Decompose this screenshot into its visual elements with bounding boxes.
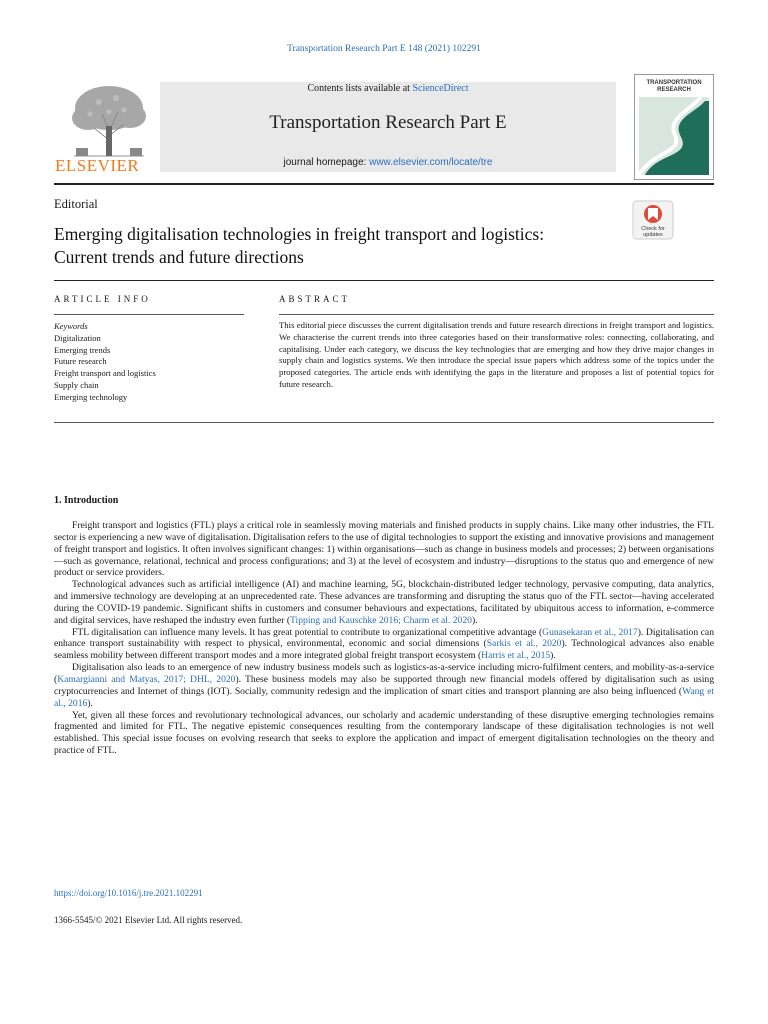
keyword: Freight transport and logistics — [54, 368, 156, 379]
journal-cover[interactable] — [634, 74, 714, 180]
keyword: Digitalization — [54, 332, 101, 343]
body-text — [54, 520, 714, 757]
article-info-heading: ARTICLE INFO — [54, 294, 151, 304]
paragraph-text: ). — [87, 697, 93, 709]
citation-link[interactable]: Tipping and Kauschke 2016; Charm et al. 2020 — [290, 614, 472, 626]
contents-line — [160, 83, 616, 94]
svg-text:updates: updates — [643, 232, 663, 238]
paragraph — [54, 579, 714, 626]
keywords-label: Keywords — [54, 321, 88, 331]
cover-title-line-1: TRANSPORTATION — [646, 80, 702, 86]
paragraph-text: FTL digitalisation can influence many levels. It has great potential to contribute to organizational competitive advantage ( — [72, 626, 543, 638]
copyright-notice: 1366-5545/© 2021 Elsevier Ltd. All rights reserved. — [54, 915, 243, 925]
homepage-link[interactable]: www.elsevier.com/locate/tre — [369, 157, 493, 168]
cover-title — [635, 80, 713, 94]
keyword: Emerging trends — [54, 344, 111, 355]
paragraph — [54, 662, 714, 709]
paragraph-text: Digitalisation also leads to an emergence of new industry business models such as logistics-as-a-service including micro-fulfilment centers, and mobility-as-a-service ( — [54, 662, 714, 685]
paragraph-text: ). These business models may also be supported through new financial models offered by digitalisation such as using cryptocurrencies and Internet of things (IOT). Socially, community redesign and the implication of smart cities and transport planning are also being influenced ( — [54, 673, 714, 697]
paragraph-text: ). — [550, 650, 556, 662]
contents-prefix: Contents lists available at — [307, 83, 413, 94]
header-rule — [54, 183, 714, 185]
doi-link-text[interactable]: https://doi.org/10.1016/j.tre.2021.102291 — [54, 888, 203, 898]
keyword: Supply chain — [54, 379, 99, 390]
paragraph-text: ). Digitalisation can enhance transport sustainability with respect to physical, environmental, economic and social dimensions ( — [54, 626, 714, 650]
section-heading-introduction: 1. Introduction — [54, 495, 119, 506]
citation-link[interactable]: Harris et al., 2015 — [481, 650, 551, 662]
paragraph — [54, 520, 714, 579]
journal-header — [54, 72, 716, 178]
paragraph — [54, 627, 714, 663]
publisher-name: ELSEVIER — [55, 156, 140, 175]
abstract-rule — [279, 314, 714, 315]
paragraph-text: ). — [471, 614, 478, 626]
paragraph — [54, 710, 714, 757]
citation-link[interactable]: Wang et al., 2016 — [54, 685, 714, 709]
paragraph-text: Technological advances such as artificial intelligence (AI) and machine learning, 5G, blockchain-distributed ledger technology, pervasive computing, data analytics, and immersive technology are developing at an unprecedented rate. These advances are transforming and disrupting the status quo of the FTL sector—having accelerated during the COVID-19 pandemic. Significant shifts in customers and consumer behaviours and expectations, facilitated by ubiquitous access to information, e-commerce and digital services, have reshaped the industry even further ( — [54, 579, 714, 626]
abstract-heading: ABSTRACT — [279, 294, 351, 304]
journal-name: Transportation Research Part E — [269, 112, 507, 133]
homepage-line — [160, 157, 616, 168]
check-for-updates-badge[interactable] — [632, 200, 674, 240]
doi-link[interactable] — [54, 888, 203, 898]
article-type: Editorial — [54, 197, 98, 211]
title-rule — [54, 280, 714, 281]
journal-citation[interactable]: Transportation Research Part E 148 (2021) 102291 — [287, 44, 481, 54]
homepage-prefix: journal homepage: — [283, 157, 370, 168]
citation-link[interactable]: Gunasekaran et al., 2017 — [542, 626, 638, 638]
cover-road-graphic — [635, 93, 713, 179]
sciencedirect-link[interactable]: ScienceDirect — [412, 83, 469, 94]
article-title: Emerging digitalisation technologies in freight transport and logistics: Current trends and future directions — [54, 224, 545, 267]
citation-link[interactable]: Kamargianni and Matyas, 2017; DHL, 2020 — [57, 673, 236, 685]
paragraph-text: Yet, given all these forces and revolutionary technological advances, our scholarly and academic understanding of these disruptive emerging technologies remains fragmented and limited for FTL. The negative epistemic consequences resulting from the contemporary landscape of these digitalisation technologies is not well established. This special issue focuses on evolving research that seeks to explore the application and impact of emergent digitalisation technologies on the theory and practice of FTL. — [54, 709, 714, 757]
cover-title-line-2: RESEARCH — [657, 87, 691, 93]
article-info-rule — [54, 314, 244, 315]
keyword: Emerging technology — [54, 391, 128, 402]
keyword: Future research — [54, 356, 107, 367]
citation-link[interactable]: Sarkis et al., 2020 — [486, 638, 562, 650]
paragraph-text: Freight transport and logistics (FTL) plays a critical role in seamlessly moving materials and finished products in supply chains. Like many other industries, the FTL sector is experiencing a new wave of digitalisation. Digitalisation refers to the use of digital technologies to support the existing and innovative provisions and management of freight transport and logistics. It often involves significant changes: 1) within organisations—such as change in business models and processes; 2) between organisations—such as governance, relational, technical and process configurations; and 3) at the level of ecosystem and industry—disruptions to the status quo and emergence of new product or service providers. — [54, 520, 714, 579]
svg-text:Check for: Check for — [641, 226, 665, 232]
paragraph-text: ). Technological advances also enable seamless mobility between different transport modes and a more integrated global freight transport ecosystem ( — [54, 638, 714, 662]
abstract-text: This editorial piece discusses the current digitalisation trends and future research directions in freight transport and logistics. We characterise the current trends into three categories based on their transformative roles: connecting, collaborating, and capitalising. Under each category, we discuss the key technologies that are emerging and how they drive major changes in supply chain and logistics systems. We then introduce the special issue papers which address some of the topics under the proposed categories. The article ends with identifying the gaps in the literature and proposes a list of potential topics for future research. — [279, 320, 714, 389]
masthead — [160, 82, 616, 172]
abstract-bottom-rule — [54, 422, 714, 423]
keywords-block — [54, 321, 244, 404]
